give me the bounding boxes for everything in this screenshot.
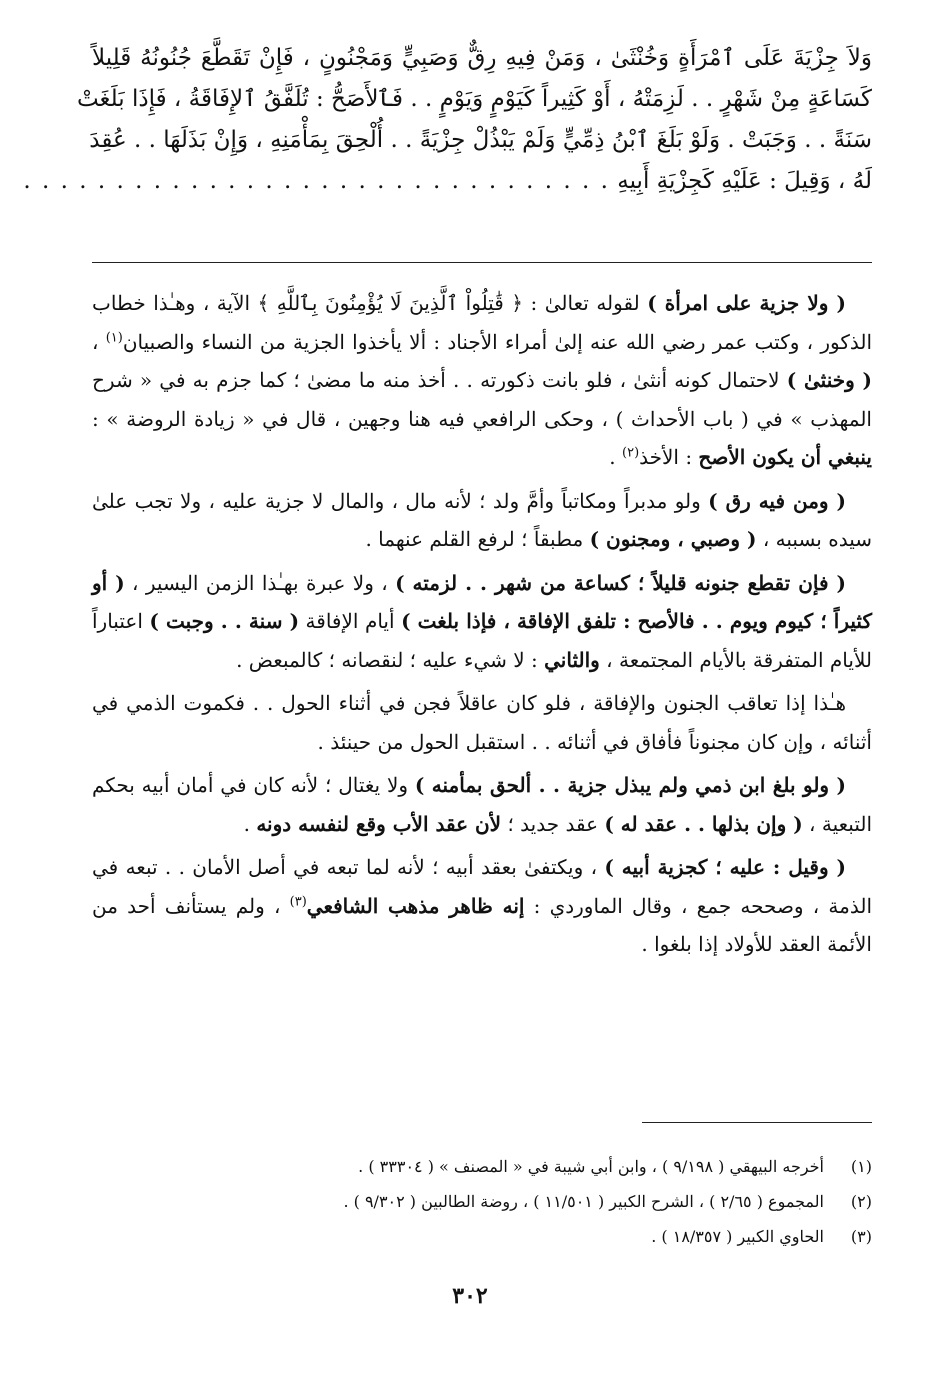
matn-line-3: سَنَةً . . وَجَبَتْ . وَلَوْ بَلَغَ ٱبْنُ ذِمِّيٍّ وَلَمْ يَبْذُلْ جِزْيَةً . . أُلْحِقَ بِمَأْمَنِهِ ، وَإِنْ بَذَلَهَا . . عُقِدَ [89, 127, 872, 153]
commentary-paragraph-2 [92, 482, 872, 559]
matn-line-4-text: لَهُ ، وَقِيلَ : عَلَيْهِ كَجِزْيَةِ أَبِيهِ [617, 168, 872, 194]
commentary-text: ، [92, 329, 106, 354]
footnote-1 [92, 1149, 872, 1184]
bold-lemma: ( وصبي ، ومجنون ) [589, 527, 757, 551]
matn-line-1: وَلاَ جِزْيَةَ عَلَى ٱمْرَأَةٍ وَخُنْثَىٰ ، وَمَنْ فِيهِ رِقٌّ وَصَبِيٍّ وَمَجْنُونٍ ، فَإِنْ تَقَطَّعَ جُنُونُهُ قَلِيلاً [92, 45, 872, 71]
bold-lemma: ( ومن فيه رق ) [708, 488, 846, 513]
commentary-text: ولا يغتال ؛ لأنه كان في أمان أبيه بحكم التبعية ، [92, 773, 872, 836]
commentary-text: ، ولم يستأنف أحد من الأئمة العقد للأولاد إذا بلغوا . [92, 893, 872, 956]
commentary-text: اعتباراً للأيام المتفرقة بالأيام المجتمعة ، [92, 609, 872, 672]
bold-phrase: إنه ظاهر مذهب الشافعي [306, 893, 525, 918]
matn-trailing-dots: . . . . . . . . . . . . . . . . . . . . . . . . . . . . . . . . [23, 168, 610, 194]
footnote-separator-rule [642, 1122, 872, 1123]
bold-lemma: ( فإن تقطع جنونه قليلاً ؛ كساعة من شهر . . لزمته ) [395, 570, 846, 595]
footnote-ref-2: (٢) [622, 445, 640, 461]
bold-lemma: ( ولا جزية على امرأة ) [647, 291, 846, 315]
commentary-text: ، ولا عبرة بهـٰذا الزمن اليسير ، [124, 570, 396, 595]
footnotes-block [92, 1149, 872, 1254]
footnote-number: (٣) [850, 1227, 872, 1246]
commentary-text: . [243, 811, 257, 836]
footnote-text: الحاوي الكبير ( ١٨/٣٥٧ ) . [651, 1227, 824, 1246]
commentary-paragraph-4: هـٰذا إذا تعاقب الجنون والإفاقة ، فلو كان عاقلاً فجن في أثناء الحول . . فكموت الذمي في أثنائه ، وإن كان مجنوناً فأفاق في أثنائه . . استقبل الحول من حينئذ . [92, 691, 872, 754]
bold-lemma: ( وخنثىٰ ) [786, 368, 872, 392]
commentary-text: : لا شيء عليه ؛ لنقصانه ؛ كالمبعض . [236, 647, 545, 672]
footnote-text: المجموع ( ٢/٦٥ ) ، الشرح الكبير ( ١١/٥٠١ ) ، روضة الطالبين ( ٩/٣٠٢ ) . [343, 1192, 824, 1211]
matn-text [23, 38, 872, 202]
footnote-ref-3: (٣) [289, 893, 307, 909]
commentary-text: مطبقاً ؛ لرفع القلم عنهما . [365, 527, 590, 551]
commentary-paragraph-1 [92, 284, 872, 477]
commentary-text: ، ويكتفىٰ بعقد أبيه ؛ لأنه لما تبعه في أصل الأمان . . تبعه في الذمة ، وصححه جمع ، وقال الماوردي : [92, 855, 872, 918]
footnote-2 [92, 1184, 872, 1219]
commentary-text: أيام الإفاقة [299, 609, 402, 633]
commentary-text: لقوله تعالىٰ : ﴿ قَٰتِلُواْ ٱلَّذِينَ لَا يُؤْمِنُونَ بِٱللَّهِ ﴾ الآية ، وهـٰذا خطاب الذكور ، وكتب عمر رضي الله عنه إلىٰ أمراء الأجناد : ألا يأخذوا الجزية من النساء والصبيان [92, 291, 873, 354]
commentary-paragraph-5 [92, 766, 872, 843]
commentary-block [92, 284, 872, 969]
matn-separator-rule [92, 262, 872, 263]
bold-phrase: والثاني [544, 647, 600, 672]
commentary-paragraph-3 [92, 564, 872, 680]
footnote-number: (٢) [850, 1192, 872, 1211]
footnote-text: أخرجه البيهقي ( ٩/١٩٨ ) ، وابن أبي شيبة في « المصنف » ( ٣٣٣٠٤ ) . [358, 1157, 824, 1176]
footnote-number: (١) [850, 1157, 872, 1176]
commentary-paragraph-6 [92, 848, 872, 964]
matn-line-4 [23, 161, 872, 202]
bold-lemma: ( سنة . . وجبت ) [149, 609, 300, 633]
page-number: ٣٠٢ [452, 1283, 488, 1309]
bold-phrase: ينبغي أن يكون الأصح [698, 445, 872, 469]
bold-phrase: لأن عقد الأب وقع لنفسه دونه [256, 811, 502, 836]
commentary-text: . [609, 445, 622, 469]
footnote-3 [92, 1219, 872, 1254]
bold-lemma: ( وقيل : عليه ؛ كجزية أبيه ) [604, 855, 847, 879]
commentary-text: عقد جديد ؛ [501, 811, 605, 836]
bold-lemma: ( ولو بلغ ابن ذمي ولم يبذل جزية . . ألحق بمأمنه ) [414, 773, 846, 797]
commentary-text: لاحتمال كونه أنثىٰ ، فلو بانت ذكورته . . أخذ منه ما مضىٰ ؛ كما جزم به في « شرح المهذب » في ( باب الأحداث ) ، وحكى الرافعي فيه هنا وجهين ، قال في « زيادة الروضة » : [92, 368, 872, 431]
matn-block [23, 38, 872, 202]
bold-lemma: ( أو كثيراً ؛ كيوم ويوم . . فالأصح : تلفق الإفاقة ، فإذا بلغت ) [92, 570, 872, 633]
commentary-text: ولو مدبراً ومكاتباً وأمَّ ولد ؛ لأنه مال ، والمال لا جزية عليه ، ولا تجب علىٰ سيده بسببه ، [92, 488, 872, 551]
commentary-text: : الأخذ [639, 445, 699, 469]
matn-line-2: كَسَاعَةٍ مِنْ شَهْرٍ . . لَزِمَتْهُ ، أَوْ كَثِيراً كَيَوْمٍ وَيَوْمٍ . . فَٱلأَصَحُّ : تُلَفَّقُ ٱلإِفَاقَةُ ، فَإِذَا بَلَغَتْ [76, 86, 872, 112]
bold-lemma: ( وإن بذلها . . عقد له ) [604, 811, 803, 836]
footnote-ref-1: (١) [105, 329, 123, 345]
